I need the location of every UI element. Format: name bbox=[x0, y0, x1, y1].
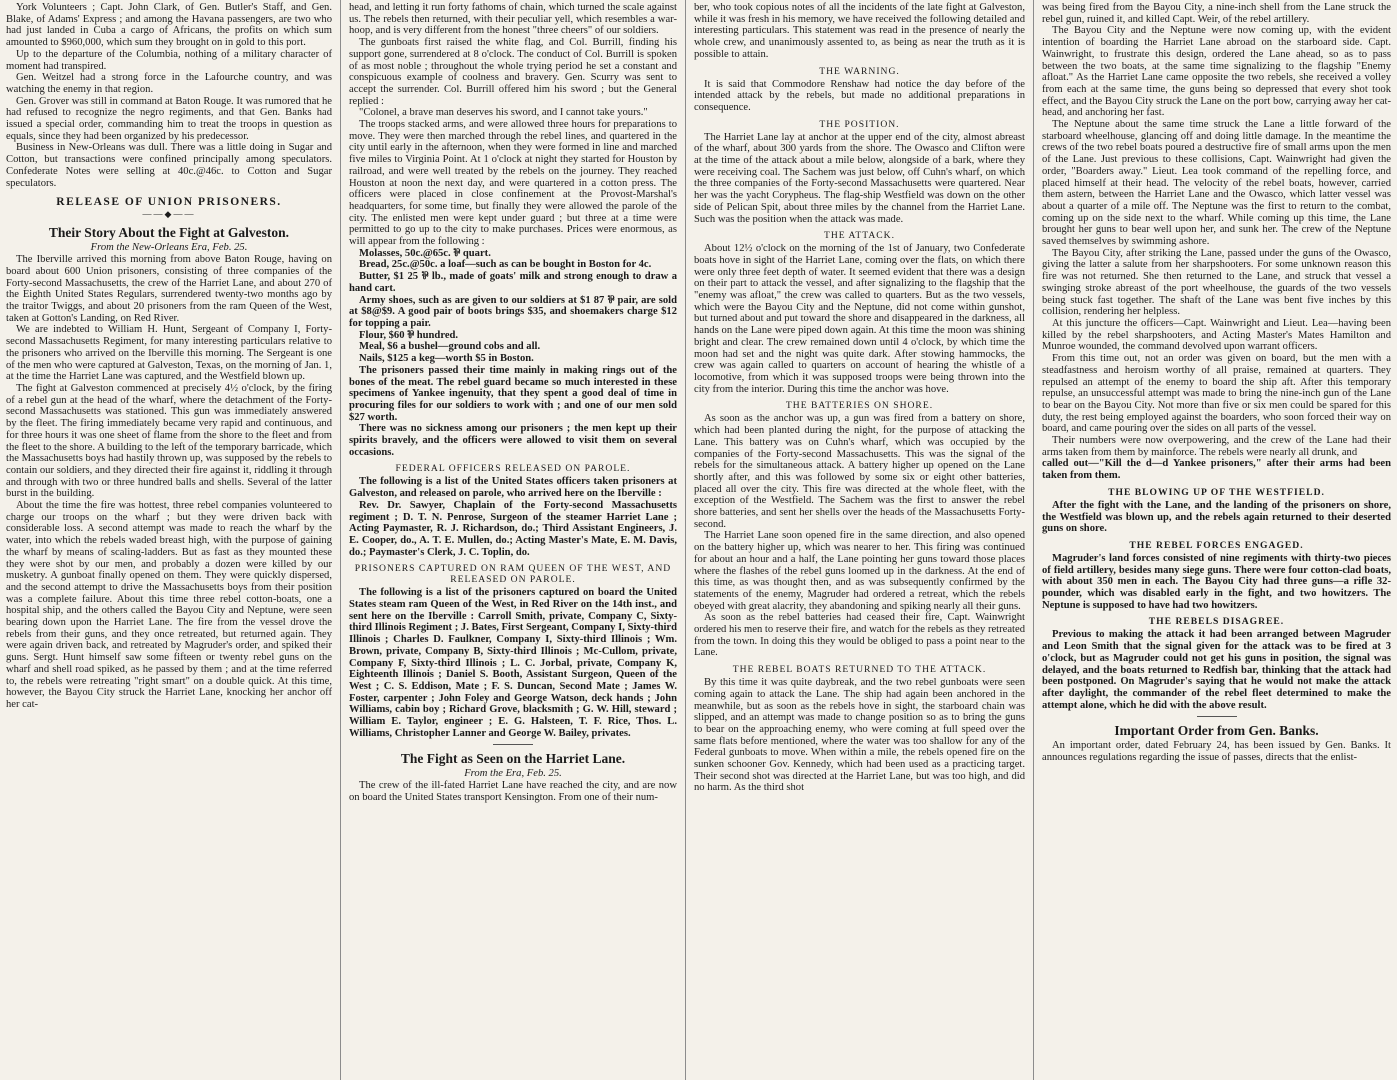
paragraph: The Neptune about the same time struck the Lane a little forward of the starboard wheelhouse, glancing off and doing little damage. In the meantime the crews of the two rebel boats poured a destructive fire of small arms upon the men of the Lane. Just previous to these collisions, Capt. Wainwright had given the order, "Boarders away." Lieut. Lea took command of the repelling force, and placed himself at their head. The velocity of the rebel boats, however, carried them astern, between the Harriet Lane and the Owasco, which latter vessel was about a quarter of a mile off. The Neptune was the first to return to the combat, coming up on the side next to the wharf. While coming up this time, the Lane brought her guns to bear well upon her, and sunk her. The crew of the Neptune saved themselves by swimming ashore. bbox=[1042, 119, 1391, 248]
paragraph: Previous to making the attack it had been arranged between Magruder and Leon Smith that the signal given for the attack was to be fired at 3 o'clock, but as Magruder could not get his guns in position, the signal was delayed, and the boats returned to Redfish bar, thinking that the attack had been postponed. On Magruder's saying that he would not make the attack after daylight, the commander of the rebel fleet determined to make the attempt alone, which he did with the above result. bbox=[1042, 629, 1391, 711]
subheading: THE REBEL FORCES ENGAGED. bbox=[1129, 539, 1304, 551]
subheading: THE BLOWING UP OF THE WESTFIELD. bbox=[1108, 486, 1325, 498]
paragraph: About 12½ o'clock on the morning of the 1st of January, two Confederate boats hove in sight of the Harriet Lane, coming over the flats, on which there were only three feet depth of water. It seemed evident that there was a design on their part to attack the vessel, and after signalizing to the flagship that the "enemy was afloat," the crew was called to quarters. But as the two vessels, which were the Bayou City and the Neptune, did not come within gunshot, but turned about and put toward the shore and disappeared in the darkness, all hands on the Lane were piped down again. At this time the moon was shining bright and clear. The crew remained down until 4 o'clock, by which time the moon had set and the night was quite dark. After stowing hammocks, the crew was again called to quarters on account of hearing the whistle of a locomotive, from which it was supposed troops were being thrown into the city from the interior. During this time the anchor was hove. bbox=[694, 243, 1025, 395]
column-3 bbox=[688, 0, 1031, 1080]
paragraph: There was no sickness among our prisoners ; the men kept up their spirits bravely, and the officers were allowed to visit them on several occasions. bbox=[349, 423, 677, 458]
paragraph: An important order, dated February 24, has been issued by Gen. Banks. It announces regulations regarding the issue of passes, directs that the enlist- bbox=[1042, 740, 1391, 764]
paragraph: The fight at Galveston commenced at precisely 4½ o'clock, by the firing of a rebel gun at the head of the wharf, where the detachment of the Forty-second Massachusetts was stationed. This gun was immediately answered by the fleet. The firing immediately became very rapid and continuous, and for three hours it was one sheet of flame from the shore to the fleet and from the fleet to the shore. A building to the left of the temporary barricade, which the Massachusetts boys had hastily thrown up, was supposed by the rebels to contain our soldiers, and they directed their fire against it, riddling it through and through with two or three hundred balls and shells. Several of the latter burst in the building. bbox=[6, 382, 332, 500]
subheading: THE POSITION. bbox=[819, 118, 900, 130]
paragraph: called out—"Kill the d—d Yankee prisoners," after their arms had been taken from them. bbox=[1042, 458, 1391, 482]
paragraph: "Colonel, a brave man deserves his sword, and I cannot take yours." bbox=[359, 107, 648, 119]
paragraph: Up to the departure of the Columbia, nothing of a military character of moment had transpired. bbox=[6, 48, 332, 72]
paragraph: Flour, $60 ⅌ hundred. bbox=[359, 329, 459, 341]
paragraph: Molasses, 50c.@65c. ⅌ quart. bbox=[359, 247, 491, 259]
paragraph: The Iberville arrived this morning from above Baton Rouge, having on board about 600 Union prisoners, consisting of three companies of the Forty-second Massachusetts, the crew of the Harriet Lane, and about 270 of the Eighth United States Regulars, surrendered twenty-two months ago by the traitor Twiggs, and about 20 prisoners from the ram Queen of the West, taken at Gotton's Landing, on Red River. bbox=[6, 254, 332, 324]
column-1 bbox=[0, 0, 338, 1080]
dateline: From the New-Orleans Era, Feb. 25. bbox=[90, 242, 248, 254]
paragraph: Gen. Grover was still in command at Baton Rouge. It was rumored that he had refused to recognize the negro regiments, and that Gen. Banks had issued a special order, commanding him to treat the troops in question as equals, since they had been organized by his predecessor. bbox=[6, 95, 332, 142]
paragraph: Nails, $125 a keg—worth $5 in Boston. bbox=[359, 353, 534, 365]
paragraph: As soon as the anchor was up, a gun was fired from a battery on shore, which had been planted during the night, for the purpose of attacking the Lane. This battery was on Cuhn's wharf, which was occupied by the companies of the Forty-second Massachusetts. This was the signal of the rebels for the simultaneous attack. A battery higher up opened on the Lane shortly after, and this was followed by some six or eight other batteries, placed all over the city. This fire was directed at the whole fleet, with the exception of the Westfield. The Sachem was the first to answer the rebel shore batteries, and sent her shells over the heads of the Massachusetts Forty-second. bbox=[694, 413, 1025, 530]
paragraph: The following is a list of the United States officers taken prisoners at Galveston, and released on parole, who arrived here on the Iberville : bbox=[349, 476, 677, 500]
paragraph: Bread, 25c.@50c. a loaf—such as can be bought in Boston for 4c. bbox=[359, 259, 652, 271]
paragraph: At this juncture the officers—Capt. Wainwright and Lieut. Lea—having been killed by the rebel sharpshooters, and Acting Master's Mates Hamilton and Munroe wounded, the command devolved upon warrant officers. bbox=[1042, 317, 1391, 353]
paragraph: The Bayou City, after striking the Lane, passed under the guns of the Owasco, giving the latter a salute from her sharpshooters. For some unknown reason this fire was not returned. She then returned to the Lane, and struck that vessel a swinging stroke abreast of the port wheelhouse, the guards of the two vessels being stuck fast together. The shaft of the Lane was bent five inches by this collision, rendering her helpless. bbox=[1042, 247, 1391, 318]
paragraph: Rev. Dr. Sawyer, Chaplain of the Forty-second Massachusetts regiment ; D. T. N. Penrose, Surgeon of the steamer Harriet Lane ; Acting Paymaster, R. J. Richardson, do.; Third Assistant Engineers, J. E. Cooper, do., A. T. E. Mullen, do.; Acting Master's Mate, E. M. Davis, do.; Paymaster's Clerk, J. C. Toplin, do. bbox=[349, 499, 677, 558]
article-headline: Important Order from Gen. Banks. bbox=[1114, 723, 1319, 739]
paragraph: The crew of the ill-fated Harriet Lane have reached the city, and are now on board the United States transport Kensington. From one of their num- bbox=[349, 780, 677, 804]
article-headline: The Fight as Seen on the Harriet Lane. bbox=[400, 751, 626, 767]
subheading: THE REBELS DISAGREE. bbox=[1148, 616, 1285, 628]
paragraph: York Volunteers ; Capt. John Clark, of Gen. Butler's Staff, and Gen. Blake, of Adams' Express ; and among the Havana passengers, are two who had just landed in Cuba a cargo of Africans, the profits on which sum amounted to $960,000, which sum they brought on in gold to this port. bbox=[6, 2, 332, 49]
paragraph: Butter, $1 25 ⅌ lb., made of goats' milk and strong enough to draw a hand cart. bbox=[349, 271, 677, 294]
paragraph: After the fight with the Lane, and the landing of the prisoners on shore, the Westfield was blown up, and the rebels again returned to their deserted guns on shore. bbox=[1042, 499, 1391, 535]
column-rule bbox=[340, 0, 341, 1080]
column-4 bbox=[1036, 0, 1397, 1080]
paragraph: The Harriet Lane soon opened fire in the same direction, and also opened on the battery higher up, which was nearer to her. This firing was continued for about an hour and a half, the Lane pointing her guns toward those places where the flashes of the rebel guns loomed up in the darkness. At the end of this time, as was thought then, and as was subsequently confirmed by the statements of the enemy, Magruder had ordered a retreat, which the rebels obeyed with great alacrity, they abandoning and spiking nearly all their guns. bbox=[694, 530, 1025, 612]
subheading: THE ATTACK. bbox=[824, 230, 895, 242]
paragraph: About the time the fire was hottest, three rebel companies volunteered to charge our troops on the wharf ; but they were driven back with considerable loss. A second attempt was made to reach the wharf by the water, into which the rebels waded breast high, with the purpose of gaining the wharf by means of scaling-ladders. But as fast as they mounted these they were shot by our men, and probably a dozen were killed by our musketry. A gunboat finally opened on them. They were quickly dispersed, and the second attempt to drive the Massachusetts boys from their position was a complete failure. About this time three rebel cotton-boats, one a hospital ship, and the others called the Bayou City and Neptune, were seen bearing down upon the Harriet Lane. The fire from the vessel drove the rebels from their guns, and they once retreated, but returned again. They were again driven back, and retreated by Magruder's order, and spiked their guns. Sergt. Hunt himself saw some fifteen or twenty rebel guns on the wharf and shell road spiked, as he passed by them ; and at the time referred to, the rebels were retreating "right smart" on a double quick. At this time, however, the Bayou City struck the Harriet Lane, knocking her anchor off her cat- bbox=[6, 500, 332, 710]
paragraph: The gunboats first raised the white flag, and Col. Burrill, finding his support gone, surrendered at 8 o'clock. The conduct of Col. Burrill is spoken of as most noble ; throughout the whole trying period he set a constant and conspicuous example of coolness and bravery. Gen. Scurry was sent to accept the surrender. Col. Burrill offered him his sword ; but the General replied : bbox=[349, 37, 677, 107]
paragraph: The troops stacked arms, and were allowed three hours for preparations to move. They were then marched through the rebel lines, and quartered in the city until early in the afternoon, when they were formed in line and marched five miles to Virginia Point. At 1 o'clock at night they started for Houston by railroad, and were well treated by the rebels on the journey. They reached Houston at noon the next day, and were quartered in a cotton press. The officers were placed in close confinement at the Provost-Marshal's headquarters, for some time, but finally they were allowed the parole of the city. The enlisted men were kept under guard ; but three at a time were permitted to go up to the city to make purchases. Prices were enormous, as will appear from the following : bbox=[349, 119, 677, 248]
subheading: THE REBEL BOATS RETURNED TO THE ATTACK. bbox=[732, 664, 987, 676]
paragraph: The Bayou City and the Neptune were now coming up, with the evident intention of boarding the Harriet Lane abroad on the starboard side. Capt. Wainwright, to frustrate this design, ordered the Lane ahead, so as to pass between the two boats, at the same time signalizing to the flagship "Enemy afloat." As the Harriet Lane came opposite the two rebels, she received a volley from each at the same time, the guns being so depressed that every shot took effect, and the Bayou City struck the Lane on the port bow, carrying away her cat-head, and anchoring her fast. bbox=[1042, 25, 1391, 119]
paragraph: The prisoners passed their time mainly in making rings out of the bones of the meat. The rebel guard became so much interested in these specimens of Yankee ingenuity, that they spent a good deal of time in procuring files for our soldiers to work with ; and one of our men sold $27 worth. bbox=[349, 364, 677, 423]
subheading: THE BATTERIES ON SHORE. bbox=[785, 400, 934, 412]
paragraph: Magruder's land forces consisted of nine regiments with thirty-two pieces of field artillery, besides many siege guns. There were four cotton-clad boats, with about 350 men in each. The Bayou City had three guns—a rifle 32-pounder, which was disabled early in the fight, and two howitzers. The Neptune is supposed to have had two howitzers. bbox=[1042, 552, 1391, 611]
subheading: PRISONERS CAPTURED ON RAM QUEEN OF THE WEST, AND RELEASED ON PAROLE. bbox=[354, 563, 672, 586]
paragraph: ber, who took copious notes of all the incidents of the late fight at Galveston, while it was fresh in his memory, we have received the following detailed and interesting particulars. This statement was read in the presence of nearly the whole crew, and unanimously assented to, as being as near the truth as it is possible to attain. bbox=[694, 2, 1025, 60]
subheading: FEDERAL OFFICERS RELEASED ON PAROLE. bbox=[395, 463, 631, 475]
section-heading: RELEASE OF UNION PRISONERS. bbox=[56, 196, 282, 209]
paragraph: The following is a list of the prisoners captured on board the United States steam ram Queen of the West, in Red River on the 14th inst., and sent here on the Iberville : Carroll Smith, private, Company C, Sixty-third Illinois Regiment ; J. Bates, First Sergeant, Company I, Sixty-third Illinois ; Charles D. Faulkner, Company I, Sixty-third Illinois ; Wm. Brown, private, Company B, Sixty-third Illinois ; Mc-Cullom, private, Company F, Sixty-third Illinois ; L. C. Jorbal, private, Company K, Eighteenth Illinois ; Daniel S. Booth, Assistant Surgeon, Queen of the West ; C. S. Eddison, Mate ; F. S. Duncan, Second Mate ; James W. Foster, carpenter ; John Foley and George Watson, deck hands ; John Williams, cabin boy ; Richard Grove, blacksmith ; G. W. Hill, steward ; William E. Taylor, engineer ; E. G. Halsteen, T. F. Rice, Thos. L. Williams, Christopher Lanner and George W. Bailey, privates. bbox=[349, 587, 677, 739]
paragraph: The Harriet Lane lay at anchor at the upper end of the city, almost abreast of the wharf, about 300 yards from the shore. The Owasco and Clifton were at the time of the attack about a mile below, alongside of a bark, where they were receiving coal. The Sachem was just below, off Cuhn's wharf, on which the three companies of the Forty-second Massachusetts were quartered. Near her was the yacht Corypheus. The flag-ship Westfield was down on the other side of Pelican Spit, about three miles by the channel from the Harriet Lane. Such was the position when the attack was made. bbox=[694, 131, 1025, 225]
subheading: THE WARNING. bbox=[819, 65, 900, 77]
article-headline: Their Story About the Fight at Galveston. bbox=[48, 225, 290, 241]
paragraph: From this time out, not an order was given on board, but the men with a steadfastness and heroism worthy of all praise, remained at quarters. They repulsed an attempt of the enemy to board the ship aft. After this temporary repulse, an unsuccessful attempt was made to bring the nine-inch gun of the Lane to bear on the Bayou City. Not more than five or six men could be spared for this duty, the rest being employed against the boarders, who soon forced their way on board, and came pouring over the sides on all parts of the vessel. bbox=[1042, 353, 1391, 435]
paragraph: By this time it was quite daybreak, and the two rebel gunboats were seen coming again to attack the Lane. The ship had again been anchored in the meanwhile, but as soon as the rebels hove in sight, the starboard chain was slipped, and an attempt was made to change position so as to bring the guns to bear on the approaching enemy, who were coming at full speed over the same flats before mentioned, where the water was too shallow for any of the Federal gunboats to move. When within a mile, the rebels opened fire on the sunken schooner Gov. Kennedy, which had been used as a practicing target. Their second shot was directed at the Harriet Lane, but was too high, and did no harm. As the third shot bbox=[694, 677, 1025, 794]
short-rule bbox=[1197, 716, 1237, 717]
short-rule bbox=[493, 744, 533, 745]
paragraph: As soon as the rebel batteries had ceased their fire, Capt. Wainwright ordered his men to reserve their fire, and watch for the rebels as they retreated from the town. In doing this they would be obliged to pass a point near to the Lane. bbox=[694, 612, 1025, 659]
column-rule bbox=[685, 0, 686, 1080]
dateline: From the Era, Feb. 25. bbox=[464, 768, 562, 780]
paragraph: Business in New-Orleans was dull. There was a little doing in Sugar and Cotton, but transactions were confined principally among speculators. Confederate Notes were selling at 40c.@46c. to Cotton and Sugar speculators. bbox=[6, 142, 332, 189]
paragraph: Gen. Weitzel had a strong force in the Lafourche country, and was watching the enemy in that region. bbox=[6, 72, 332, 95]
paragraph: Their numbers were now overpowering, and the crew of the Lane had their arms taken from them by mainforce. The rebels were nearly all drunk, and bbox=[1042, 435, 1391, 458]
paragraph: Army shoes, such as are given to our soldiers at $1 87 ⅌ pair, are sold at $8@$9. A good pair of boots brings $35, and shoemakers charge $12 for topping a pair. bbox=[349, 294, 677, 329]
ornament-separator: ——◆—— bbox=[142, 209, 196, 220]
paragraph: head, and letting it run forty fathoms of chain, which turned the scale against us. The rebels then returned, with their peculiar yell, which resembles a war-hoop, and is very different from the honest "three cheers" of our soldiers. bbox=[349, 2, 677, 37]
paragraph: was being fired from the Bayou City, a nine-inch shell from the Lane struck the rebel gun, ruined it, and killed Capt. Weir, of the rebel artillery. bbox=[1042, 2, 1391, 25]
paragraph: We are indebted to William H. Hunt, Sergeant of Company I, Forty-second Massachusetts Regiment, for many interesting particulars relative to the prisoners who arrived on the Iberville this morning. The Sergeant is one of the men who were captured at Galveston, Texas, on the morning of Jan. 1, at the time the Harriet Lane was captured, and the Westfield blown up. bbox=[6, 324, 332, 383]
paragraph: It is said that Commodore Renshaw had notice the day before of the intended attack by the rebels, but made no additional preparations in consequence. bbox=[694, 78, 1025, 113]
paragraph: Meal, $6 a bushel—ground cobs and all. bbox=[359, 341, 541, 353]
column-2 bbox=[343, 0, 683, 1080]
column-rule bbox=[1033, 0, 1034, 1080]
